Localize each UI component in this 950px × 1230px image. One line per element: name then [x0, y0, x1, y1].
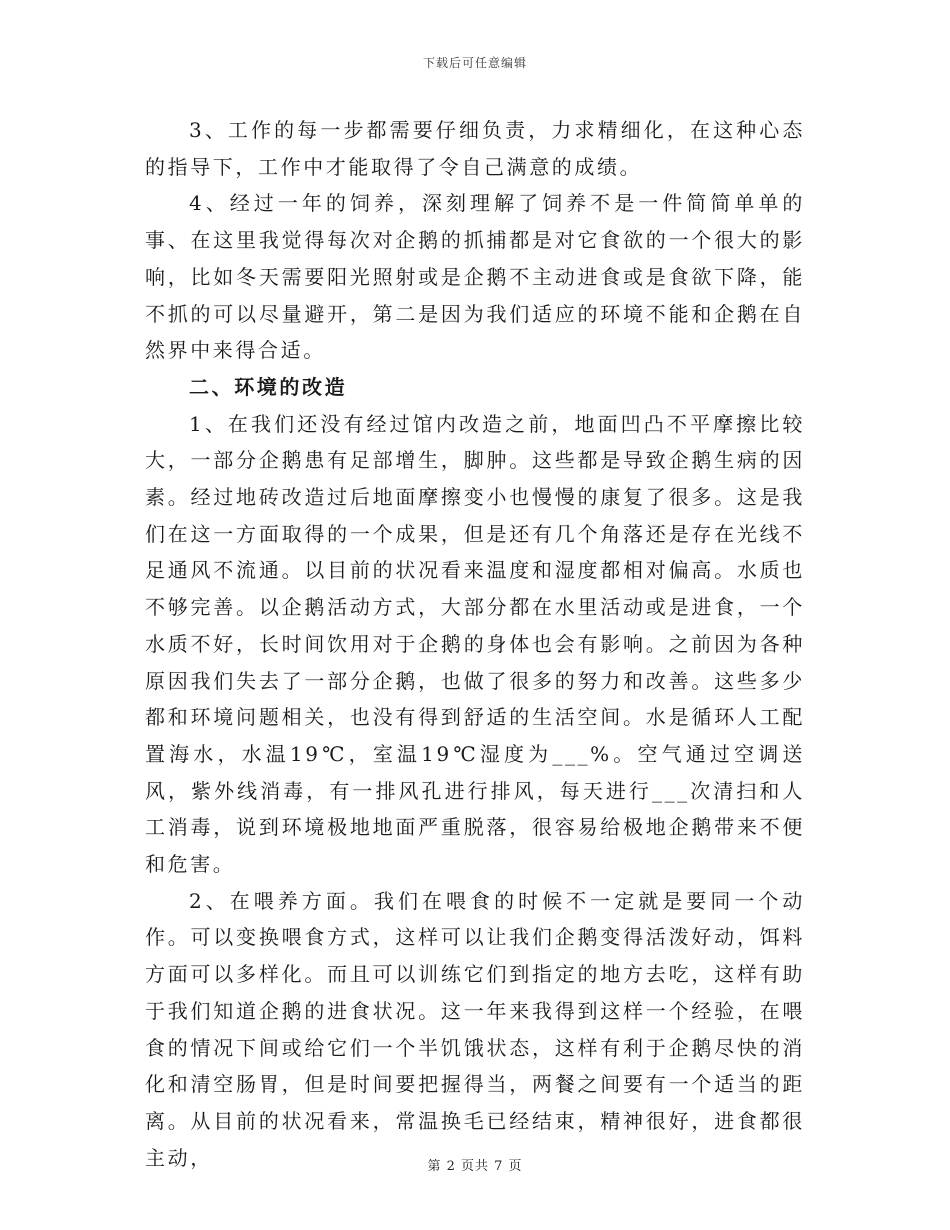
page-number-footer: 第 2 页共 7 页 [427, 1159, 523, 1174]
document-body [145, 112, 805, 1176]
paragraph-environment-1: 1、在我们还没有经过馆内改造之前，地面凹凸不平摩擦比较大，一部分企鹅患有足部增生，脚肿。这些都是导致企鹅生病的因素。经过地砖改造过后地面摩擦变小也慢慢的康复了很多。这是我们在这一方面取得的一个成果，但是还有几个角落还是存在光线不足通风不流通。以目前的状况看来温度和湿度都相对偏高。水质也不够完善。以企鹅活动方式，大部分都在水里活动或是进食，一个水质不好，长时间饮用对于企鹅的身体也会有影响。之前因为各种原因我们失去了一部分企鹅，也做了很多的努力和改善。这些多少都和环境问题相关，也没有得到舒适的生活空间。水是循环人工配置海水，水温19℃，室温19℃湿度为___%。空气通过空调送风，紫外线消毒，有一排风孔进行排风，每天进行___次清扫和人工消毒，说到环境极地地面严重脱落，很容易给极地企鹅带来不便和危害。 [145, 411, 805, 877]
section-heading-environment: 二、环境的改造 [189, 374, 348, 399]
page-header: 下载后可任意编辑 [422, 56, 527, 70]
paragraph-item-4: 4、经过一年的饲养，深刻理解了饲养不是一件简简单单的事、在这里我觉得每次对企鹅的抓捕都是对它食欲的一个很大的影响，比如冬天需要阳光照射或是企鹅不主动进食或是食欲下降，能不抓的可以尽量避开，第二是因为我们适应的环境不能和企鹅在自然界中来得合适。 [145, 191, 805, 363]
paragraph-feeding-2: 2、在喂养方面。我们在喂食的时候不一定就是要同一个动作。可以变换喂食方式，这样可以让我们企鹅变得活泼好动，饵料方面可以多样化。而且可以训练它们到指定的地方去吃，这样有助于我们知道企鹅的进食状况。这一年来我得到这样一个经验，在喂食的情况下间或给它们一个半饥饿状态，这样有利于企鹅尽快的消化和清空肠胃，但是时间要把握得当，两餐之间要有一个适当的距离。从目前的状况看来，常温换毛已经结束，精神很好，进食都很主动， [145, 888, 805, 1170]
paragraph-item-3: 3、工作的每一步都需要仔细负责，力求精细化，在这种心态的指导下，工作中才能取得了令自己满意的成绩。 [145, 118, 805, 179]
